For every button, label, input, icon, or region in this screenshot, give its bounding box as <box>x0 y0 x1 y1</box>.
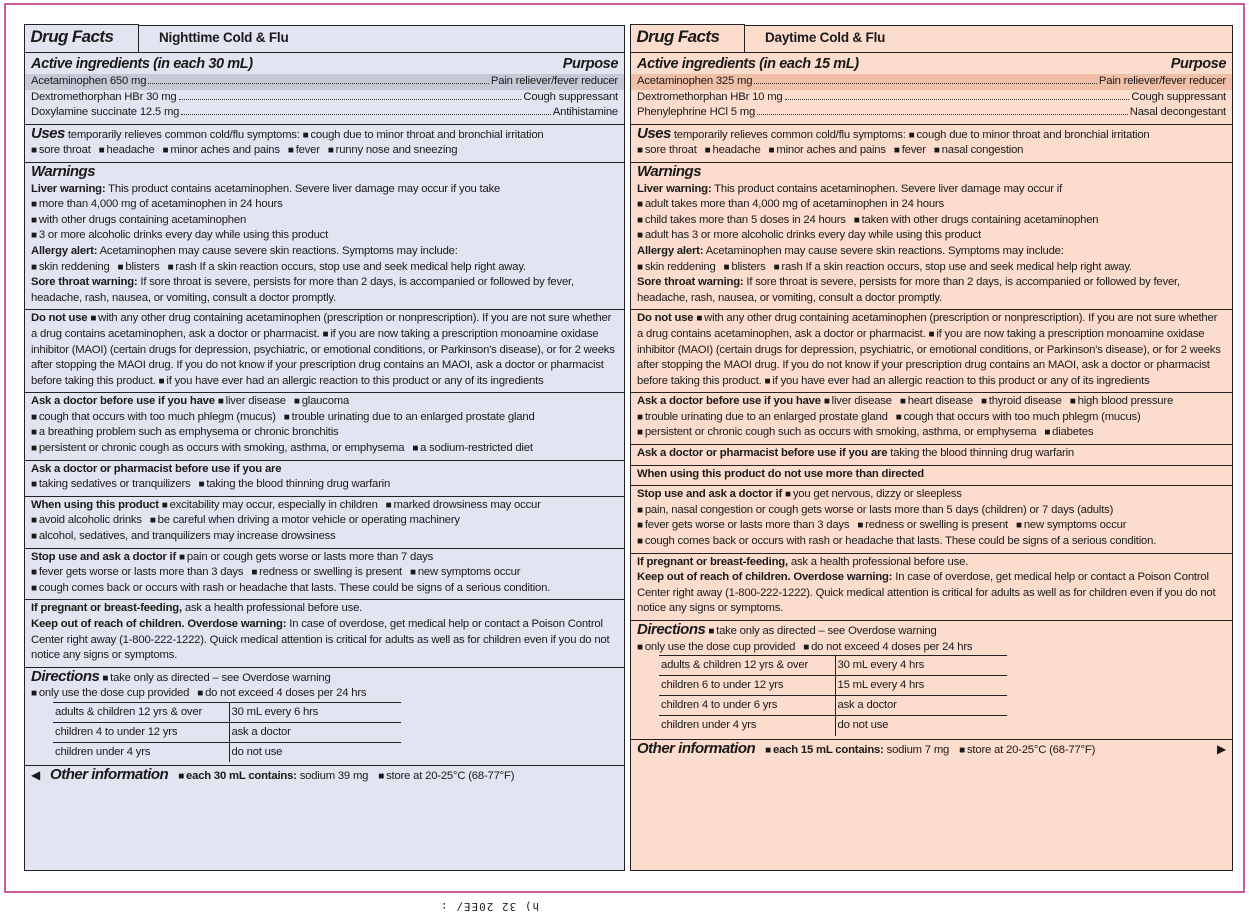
ingredient-name: Dextromethorphan HBr 10 mg <box>637 90 783 103</box>
use-item: ■ nasal congestion <box>934 144 1023 156</box>
ingredient-row <box>637 90 1226 106</box>
ask-pharmacist-text: taking the blood thinning drug warfarin <box>890 447 1075 460</box>
drug-facts-tab <box>630 24 745 53</box>
do-not-use-item: ■ with any other drug containing acetaminophen (prescription or nonprescription). If you are not sure whether a drug contains acetaminophen, ask a doctor or pharmacist. <box>637 312 1217 340</box>
stop-use-section <box>631 486 1232 553</box>
keep-out-text: In case of overdose, get medical help or contact a Poison Control Center right away (1-800-222-1222). Quick medical attention is critical for adults as well as for children even if you do not notice any signs or symptoms. <box>31 618 610 662</box>
stop-use-item: ■ fever gets worse or lasts more than 3 days <box>31 566 243 578</box>
warning-item: ■ taken with other drugs containing acetaminophen <box>854 214 1099 226</box>
directions-heading: Directions <box>637 621 706 638</box>
daytime-panel <box>630 25 1233 871</box>
uses-heading: Uses <box>637 124 671 142</box>
uses-intro: temporarily relieves common cold/flu symptoms: <box>67 128 300 141</box>
uses-section <box>631 125 1232 163</box>
age-cell: adults & children 12 yrs & over <box>659 656 835 676</box>
when-using-label: When using this product <box>31 498 159 511</box>
drug-facts-heading: Drug Facts <box>30 27 114 46</box>
pregnancy-keep-out-section <box>25 600 624 667</box>
allergy-tail: If a skin reaction occurs, stop use and seek medical help right away. <box>199 260 526 273</box>
ingredient-row <box>31 105 618 121</box>
do-not-use-item: ■ if you are now taking a prescription monoamine oxidase inhibitor (MAOI) (certain drugs for depression, psychiatric, or emotional conditions, or Parkinson's disease), or for 2 weeks after stopping the MAOI drug. If you do not know if your prescription drug contains an MAOI, ask a doctor or pharmacist before taking this product. <box>31 328 615 387</box>
ingredient-row <box>631 74 1232 90</box>
uses-intro: temporarily relieves common cold/flu symptoms: <box>673 128 906 141</box>
direction-item: ■ do not exceed 4 doses per 24 hrs <box>197 687 366 699</box>
warnings-section <box>25 163 624 310</box>
do-not-use-section <box>631 310 1232 393</box>
when-using-item: ■ alcohol, sedatives, and tranquilizers may increase drowsiness <box>31 529 618 545</box>
ask-doctor-item: ■ cough that occurs with too much phlegm (mucus) <box>31 411 276 423</box>
use-item: ■ fever <box>288 144 320 156</box>
warning-item: ■ adult takes more than 4,000 mg of acetaminophen in 24 hours <box>637 197 1226 213</box>
drug-facts-tab <box>24 24 139 53</box>
stop-use-item: ■ cough comes back or occurs with rash or headache that lasts. These could be signs of a serious condition. <box>637 534 1226 550</box>
allergy-item: ■ skin reddening <box>637 261 716 273</box>
sore-throat-text: If sore throat is severe, persists for more than 2 days, is accompanied or followed by fever, headache, rash, nausea, or vomiting, consult a doctor promptly. <box>637 276 1180 304</box>
allergy-item: ■ rash <box>774 261 803 273</box>
sore-throat-text: If sore throat is severe, persists for more than 2 days, is accompanied or followed by fever, headache, rash, nausea, or vomiting, consult a doctor promptly. <box>31 276 574 304</box>
active-ingredients-section <box>25 53 624 125</box>
use-item: ■ headache <box>99 144 155 156</box>
when-using-item: ■ excitability may occur, especially in children <box>162 499 378 511</box>
storage-text: ■ store at 20-25°C (68-77°F) <box>959 743 1095 759</box>
age-cell: children 6 to under 12 yrs <box>659 676 835 696</box>
sore-throat-label: Sore throat warning: <box>637 276 744 289</box>
arrow-right-icon: ▶ <box>1216 741 1226 756</box>
active-ingredients-heading: Active ingredients (in each 30 mL) <box>31 56 253 72</box>
table-row <box>659 716 1007 736</box>
uses-section <box>25 125 624 163</box>
ingredient-name: Phenylephrine HCl 5 mg <box>637 106 756 119</box>
allergy-alert-text: Acetaminophen may cause severe skin reactions. Symptoms may include: <box>705 244 1064 257</box>
other-information-heading: Other information <box>50 766 169 784</box>
when-using-section <box>631 466 1232 487</box>
do-not-use-label: Do not use <box>637 312 694 325</box>
ask-doctor-item: ■ a breathing problem such as emphysema or chronic bronchitis <box>31 425 618 441</box>
nighttime-panel <box>24 25 625 871</box>
dosage-table <box>659 655 1007 736</box>
use-item: ■ sore throat <box>637 144 697 156</box>
age-cell: children 4 to under 12 yrs <box>53 722 229 742</box>
table-row <box>659 676 1007 696</box>
ask-doctor-item: ■ thyroid disease <box>981 395 1062 407</box>
storage-text: ■ store at 20-25°C (68-77°F) <box>378 769 514 785</box>
when-using-section <box>25 497 624 549</box>
directions-heading: Directions <box>31 667 100 685</box>
use-item: ■ headache <box>705 144 761 156</box>
use-item: ■ fever <box>894 144 926 156</box>
stop-use-item: ■ you get nervous, dizzy or sleepless <box>785 488 962 500</box>
keep-out-label: Keep out of reach of children. Overdose warning: <box>637 571 893 584</box>
other-information-heading: Other information <box>637 739 756 757</box>
stop-use-item: ■ new symptoms occur <box>410 566 520 578</box>
ask-pharmacist-section <box>631 445 1232 466</box>
panel-content <box>631 52 1232 870</box>
ingredient-purpose: Cough suppressant <box>1131 90 1226 103</box>
liver-warning-text: This product contains acetaminophen. Severe liver damage may occur if <box>714 182 1063 195</box>
arrow-left-icon: ◀ <box>31 768 41 783</box>
ask-doctor-section <box>25 393 624 460</box>
dosage-table <box>53 702 401 763</box>
allergy-alert-label: Allergy alert: <box>637 244 704 257</box>
ingredient-purpose: Antihistamine <box>552 106 618 119</box>
uses-heading: Uses <box>31 124 65 142</box>
warnings-section <box>631 163 1232 310</box>
stop-use-item: ■ new symptoms occur <box>1016 519 1126 531</box>
directions-section <box>631 621 1232 740</box>
ask-pharmacist-item: ■ taking the blood thinning drug warfarin <box>198 478 390 490</box>
warning-item: ■ with other drugs containing acetaminophen <box>31 213 618 229</box>
ask-doctor-item: ■ liver disease <box>218 395 286 407</box>
sore-throat-label: Sore throat warning: <box>31 276 138 289</box>
label-frame <box>4 3 1245 893</box>
allergy-item: ■ rash <box>168 261 197 273</box>
active-ingredients-heading: Active ingredients (in each 15 mL) <box>637 56 859 72</box>
use-item: ■ minor aches and pains <box>769 144 886 156</box>
ingredient-name: Acetaminophen 325 mg <box>637 75 753 87</box>
stop-use-item: ■ pain or cough gets worse or lasts more than 7 days <box>179 551 433 563</box>
allergy-item: ■ skin reddening <box>31 261 110 273</box>
directions-section <box>25 668 624 767</box>
pregnancy-text: ask a health professional before use. <box>790 555 969 568</box>
ask-doctor-item: ■ glaucoma <box>294 395 349 407</box>
warning-item: ■ more than 4,000 mg of acetaminophen in 24 hours <box>31 197 618 213</box>
stop-use-item: ■ redness or swelling is present <box>857 519 1008 531</box>
use-item: ■ minor aches and pains <box>163 144 280 156</box>
warning-item: ■ 3 or more alcoholic drinks every day while using this product <box>31 228 618 244</box>
product-title: Daytime Cold & Flu <box>765 30 886 45</box>
ask-pharmacist-label: Ask a doctor or pharmacist before use if you are <box>637 447 888 460</box>
other-information-section <box>631 740 1232 762</box>
allergy-item: ■ blisters <box>724 261 766 273</box>
other-info-label: ■ each 15 mL contains: <box>765 744 884 756</box>
ask-pharmacist-item: ■ taking sedatives or tranquilizers <box>31 478 190 490</box>
panel-content <box>25 52 624 870</box>
when-using-text: When using this product do not use more than directed <box>637 467 924 480</box>
direction-item: ■ take only as directed – see Overdose warning <box>102 672 330 684</box>
ask-doctor-item: ■ cough that occurs with too much phlegm (mucus) <box>896 411 1141 423</box>
other-info-value: sodium 7 mg <box>886 743 950 756</box>
liver-warning-text: This product contains acetaminophen. Severe liver damage may occur if you take <box>108 182 501 195</box>
ingredient-name: Doxylamine succinate 12.5 mg <box>31 106 180 119</box>
ingredient-row <box>31 90 618 106</box>
liver-warning-label: Liver warning: <box>31 182 106 195</box>
dose-cell: do not use <box>835 716 1007 736</box>
pregnancy-keep-out-section <box>631 554 1232 621</box>
keep-out-text: In case of overdose, get medical help or contact a Poison Control Center right away (1-800-222-1222). Quick medical attention is critical for adults as well as for children even if you do not notice any signs or symptoms. <box>637 571 1216 615</box>
liver-warning-label: Liver warning: <box>637 182 712 195</box>
ingredient-purpose: Nasal decongestant <box>1129 106 1226 119</box>
do-not-use-item: ■ with any other drug containing acetaminophen (prescription or nonprescription). If you are not sure whether a drug contains acetaminophen, ask a doctor or pharmacist. <box>31 312 611 340</box>
allergy-alert-label: Allergy alert: <box>31 244 98 257</box>
use-item: ■ cough due to minor throat and bronchial irritation <box>909 129 1150 141</box>
dose-cell: ask a doctor <box>835 696 1007 716</box>
purpose-heading: Purpose <box>1170 56 1226 72</box>
ask-doctor-item: ■ a sodium-restricted diet <box>412 442 532 454</box>
table-row <box>659 656 1007 676</box>
do-not-use-item: ■ if you have ever had an allergic reaction to this product or any of its ingredients <box>765 375 1150 387</box>
table-row <box>53 702 401 722</box>
age-cell: children under 4 yrs <box>53 742 229 762</box>
stop-use-item: ■ redness or swelling is present <box>251 566 402 578</box>
ingredient-row <box>637 105 1226 121</box>
pregnancy-label: If pregnant or breast-feeding, <box>637 555 788 568</box>
ingredient-row <box>25 74 624 90</box>
ingredient-purpose: Pain reliever/fever reducer <box>490 75 618 87</box>
ingredient-name: Dextromethorphan HBr 30 mg <box>31 90 177 103</box>
dose-cell: 15 mL every 4 hrs <box>835 676 1007 696</box>
warning-item: ■ adult has 3 or more alcoholic drinks every day while using this product <box>637 228 1226 244</box>
direction-item: ■ take only as directed – see Overdose warning <box>708 625 936 637</box>
direction-item: ■ only use the dose cup provided <box>31 687 189 699</box>
ingredient-name: Acetaminophen 650 mg <box>31 75 147 87</box>
pregnancy-text: ask a health professional before use. <box>184 602 363 615</box>
use-item: ■ sore throat <box>31 144 91 156</box>
dose-cell: do not use <box>229 742 401 762</box>
ask-pharmacist-label: Ask a doctor or pharmacist before use if you are <box>31 462 282 475</box>
when-using-item: ■ avoid alcoholic drinks <box>31 514 142 526</box>
ask-doctor-item: ■ trouble urinating due to an enlarged prostate gland <box>637 411 888 423</box>
use-item: ■ runny nose and sneezing <box>328 144 457 156</box>
dose-cell: ask a doctor <box>229 722 401 742</box>
dose-cell: 30 mL every 4 hrs <box>835 656 1007 676</box>
ask-doctor-item: ■ high blood pressure <box>1070 395 1173 407</box>
stop-use-label: Stop use and ask a doctor if <box>31 550 177 563</box>
ask-doctor-item: ■ trouble urinating due to an enlarged prostate gland <box>284 411 535 423</box>
ask-doctor-item: ■ liver disease <box>824 395 892 407</box>
keep-out-label: Keep out of reach of children. Overdose warning: <box>31 618 287 630</box>
other-info-value: sodium 39 mg <box>299 770 369 783</box>
age-cell: children under 4 yrs <box>659 716 835 736</box>
allergy-alert-text: Acetaminophen may cause severe skin reactions. Symptoms may include: <box>99 244 458 257</box>
ask-doctor-item: ■ heart disease <box>900 395 973 407</box>
do-not-use-item: ■ if you have ever had an allergic reaction to this product or any of its ingredients <box>159 375 544 387</box>
warnings-heading: Warnings <box>637 162 702 180</box>
table-row <box>659 696 1007 716</box>
drug-facts-heading: Drug Facts <box>636 27 720 46</box>
stop-use-item: ■ fever gets worse or lasts more than 3 days <box>637 519 849 531</box>
allergy-item: ■ blisters <box>118 261 160 273</box>
ask-pharmacist-section <box>25 461 624 497</box>
stop-use-label: Stop use and ask a doctor if <box>637 488 783 501</box>
allergy-tail: If a skin reaction occurs, stop use and seek medical help right away. <box>805 260 1132 273</box>
age-cell: children 4 to under 6 yrs <box>659 696 835 716</box>
stop-use-item: ■ cough comes back or occurs with rash or headache that lasts. These could be signs of a serious condition. <box>31 581 618 597</box>
ask-doctor-label: Ask a doctor before use if you have <box>31 395 215 408</box>
ingredient-purpose: Cough suppressant <box>523 90 618 103</box>
use-item: ■ cough due to minor throat and bronchial irritation <box>303 129 544 141</box>
ask-doctor-item: ■ diabetes <box>1044 426 1093 438</box>
when-using-item: ■ marked drowsiness may occur <box>386 499 541 511</box>
dose-cell: 30 mL every 6 hrs <box>229 702 401 722</box>
do-not-use-section <box>25 310 624 393</box>
ask-doctor-item: ■ persistent or chronic cough as occurs with smoking, asthma, or emphysema <box>31 442 404 454</box>
table-row <box>53 722 401 742</box>
print-code: h) 32 20EE/ : <box>440 900 540 913</box>
other-information-section <box>25 766 624 788</box>
pregnancy-label: If pregnant or breast-feeding, <box>31 602 182 615</box>
table-row <box>53 742 401 762</box>
ingredient-purpose: Pain reliever/fever reducer <box>1098 75 1226 87</box>
ask-doctor-section <box>631 393 1232 445</box>
stop-use-item: ■ pain, nasal congestion or cough gets worse or lasts more than 5 days (children) or 7 days (adults) <box>637 503 1226 519</box>
product-title: Nighttime Cold & Flu <box>159 30 289 45</box>
age-cell: adults & children 12 yrs & over <box>53 702 229 722</box>
when-using-item: ■ be careful when driving a motor vehicle or operating machinery <box>150 514 460 526</box>
ask-doctor-label: Ask a doctor before use if you have <box>637 395 821 408</box>
do-not-use-label: Do not use <box>31 312 88 325</box>
other-info-label: ■ each 30 mL contains: <box>178 770 297 782</box>
active-ingredients-section <box>631 53 1232 125</box>
direction-item: ■ do not exceed 4 doses per 24 hrs <box>803 641 972 653</box>
stop-use-section <box>25 549 624 601</box>
do-not-use-item: ■ if you are now taking a prescription monoamine oxidase inhibitor (MAOI) (certain drugs for depression, psychiatric, or emotional conditions, or Parkinson's disease), or for 2 weeks after stopping the MAOI drug. If you do not know if your prescription drug contains an MAOI, ask a doctor or pharmacist before taking this product. <box>637 328 1221 387</box>
ask-doctor-item: ■ persistent or chronic cough such as occurs with smoking, asthma, or emphysema <box>637 426 1036 438</box>
warning-item: ■ child takes more than 5 doses in 24 hours <box>637 214 846 226</box>
direction-item: ■ only use the dose cup provided <box>637 641 795 653</box>
purpose-heading: Purpose <box>562 56 618 72</box>
warnings-heading: Warnings <box>31 162 96 180</box>
